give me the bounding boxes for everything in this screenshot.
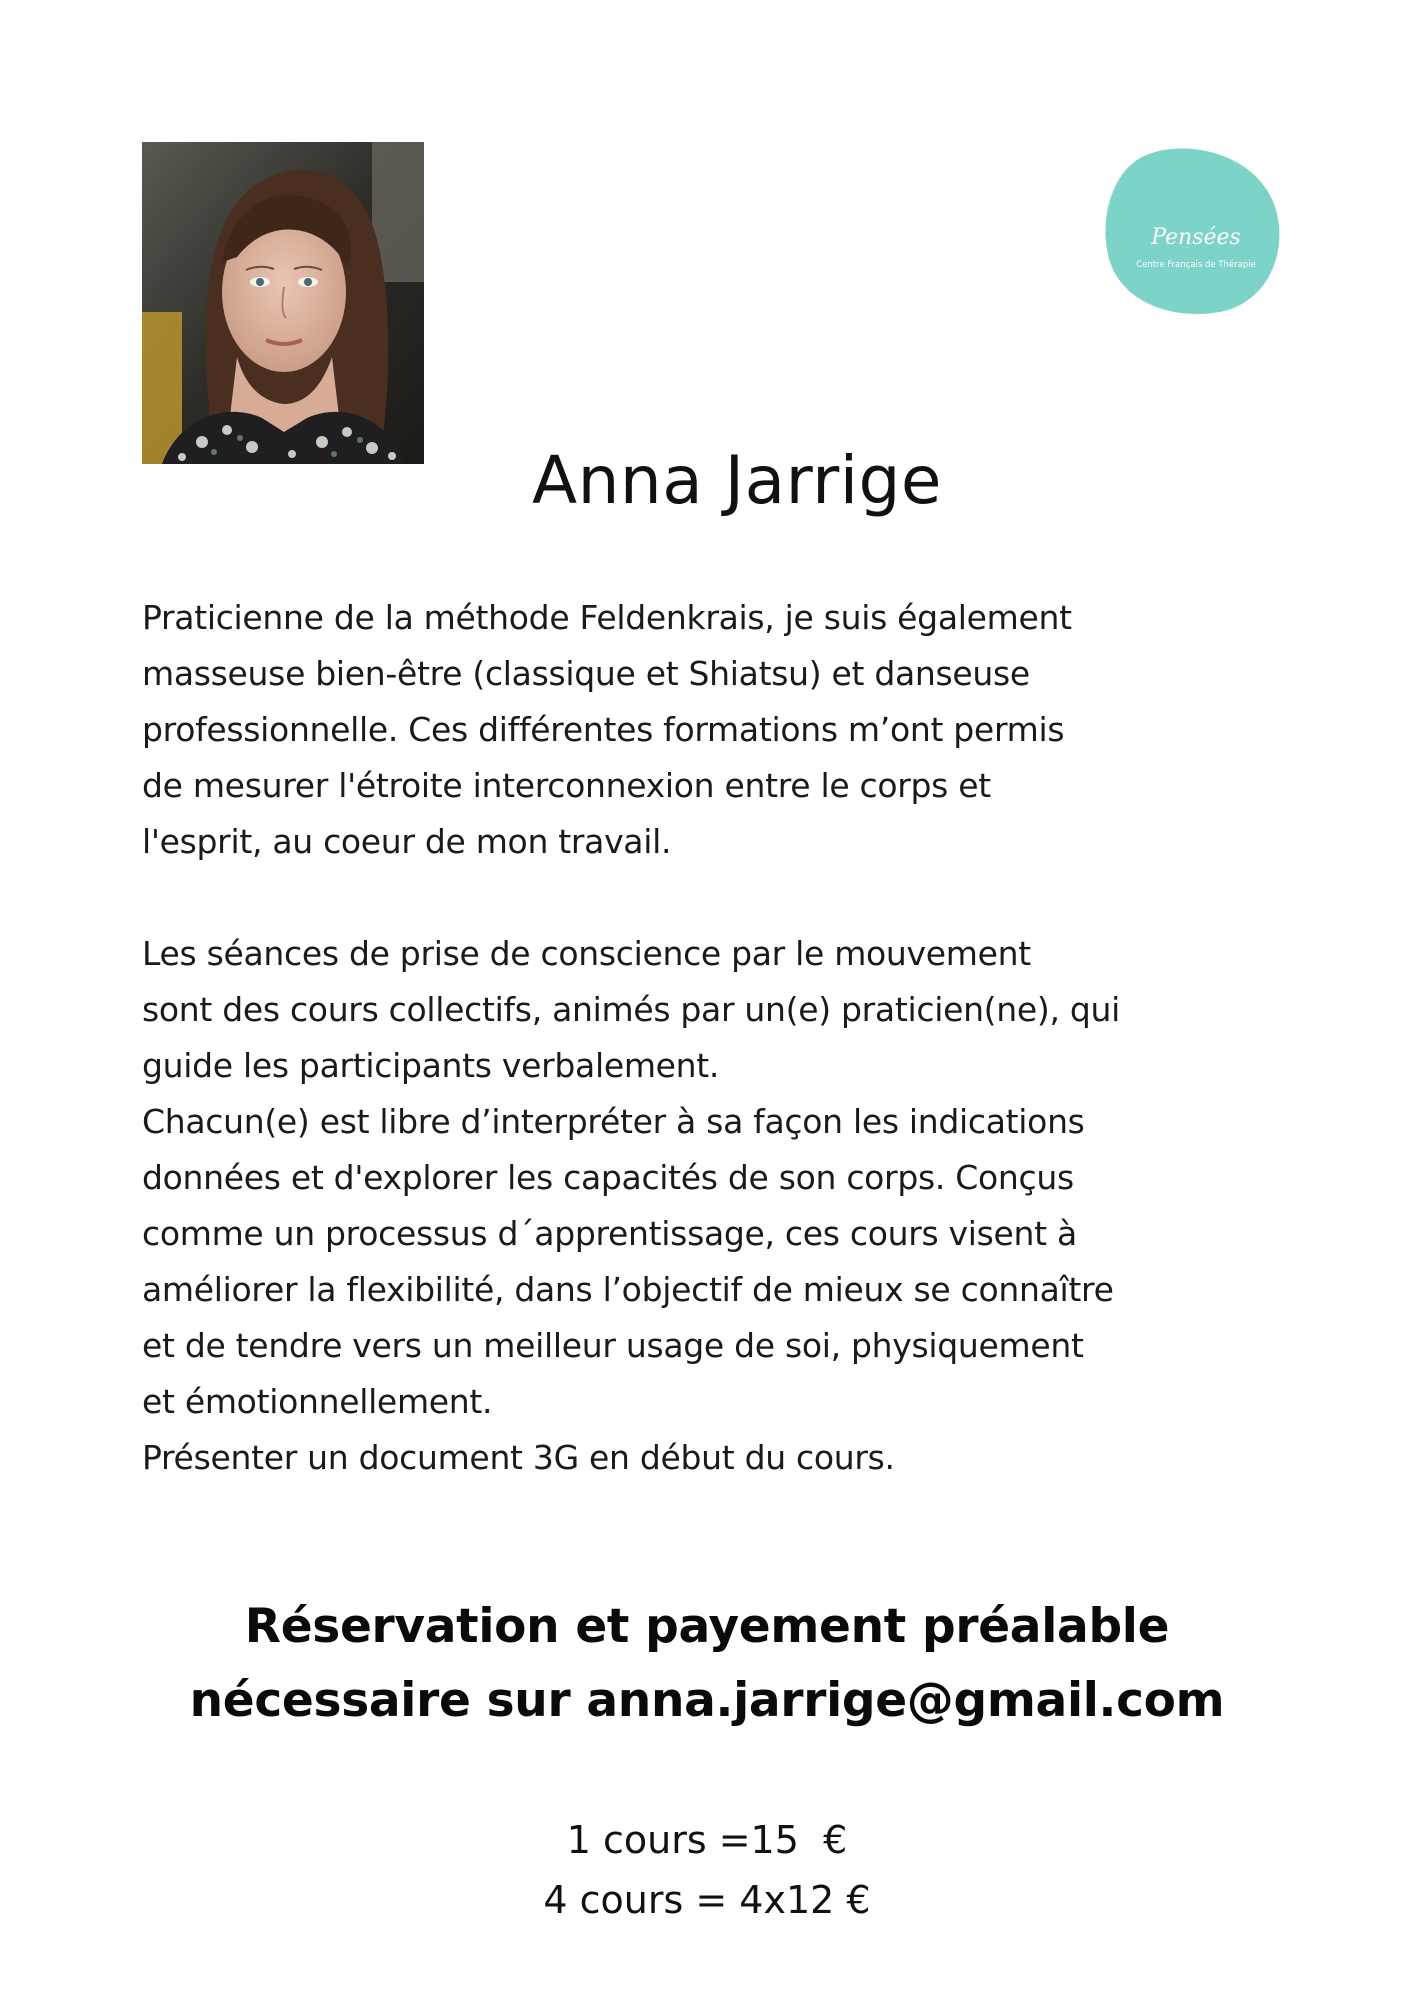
price-single-course: 1 cours =15 € bbox=[566, 1818, 848, 1862]
paragraph-2-line: et émotionnellement. bbox=[142, 1382, 493, 1421]
pensees-logo bbox=[1104, 144, 1280, 316]
description-text bbox=[142, 590, 1292, 1486]
paragraph-2-line: Présenter un document 3G en début du cours. bbox=[142, 1438, 895, 1477]
paragraph-1-line: l'esprit, au coeur de mon travail. bbox=[142, 822, 672, 861]
paragraph-2-line: guide les participants verbalement. bbox=[142, 1046, 720, 1085]
paragraph-1-line: masseuse bien-être (classique et Shiatsu) et danseuse bbox=[142, 654, 1030, 693]
paragraph-gap bbox=[142, 870, 1292, 926]
paragraph-2-line: comme un processus d´apprentissage, ces cours visent à bbox=[142, 1214, 1077, 1253]
reservation-notice bbox=[0, 1590, 1414, 1738]
paragraph-2-line: améliorer la flexibilité, dans l’objectif de mieux se connaître bbox=[142, 1270, 1114, 1309]
paragraph-1-line: Praticienne de la méthode Feldenkrais, je suis également bbox=[142, 598, 1072, 637]
paragraph-2-line: données et d'explorer les capacités de son corps. Conçus bbox=[142, 1158, 1074, 1197]
paragraph-2-line: Les séances de prise de conscience par le mouvement bbox=[142, 934, 1031, 973]
paragraph-2-line: et de tendre vers un meilleur usage de soi, physiquement bbox=[142, 1326, 1084, 1365]
portrait-photo bbox=[142, 142, 424, 464]
price-four-courses: 4 cours = 4x12 € bbox=[543, 1878, 871, 1922]
paragraph-2-line: sont des cours collectifs, animés par un(e) praticien(ne), qui bbox=[142, 990, 1120, 1029]
portrait-illustration bbox=[142, 142, 424, 464]
paragraph-1-line: de mesurer l'étroite interconnexion entre le corps et bbox=[142, 766, 991, 805]
logo-brand-text: Pensées bbox=[1151, 225, 1241, 250]
pricing bbox=[0, 1810, 1414, 1930]
page-title: Anna Jarrige bbox=[531, 442, 943, 519]
logo-tagline-text: Centre Français de Thérapie bbox=[1136, 260, 1256, 270]
reservation-email-line: nécessaire sur anna.jarrige@gmail.com bbox=[189, 1673, 1225, 1728]
logo-blob bbox=[1104, 144, 1280, 316]
paragraph-2-line: Chacun(e) est libre d’interpréter à sa façon les indications bbox=[142, 1102, 1085, 1141]
reservation-line: Réservation et payement préalable bbox=[244, 1599, 1170, 1654]
paragraph-1-line: professionnelle. Ces différentes formations m’ont permis bbox=[142, 710, 1065, 749]
